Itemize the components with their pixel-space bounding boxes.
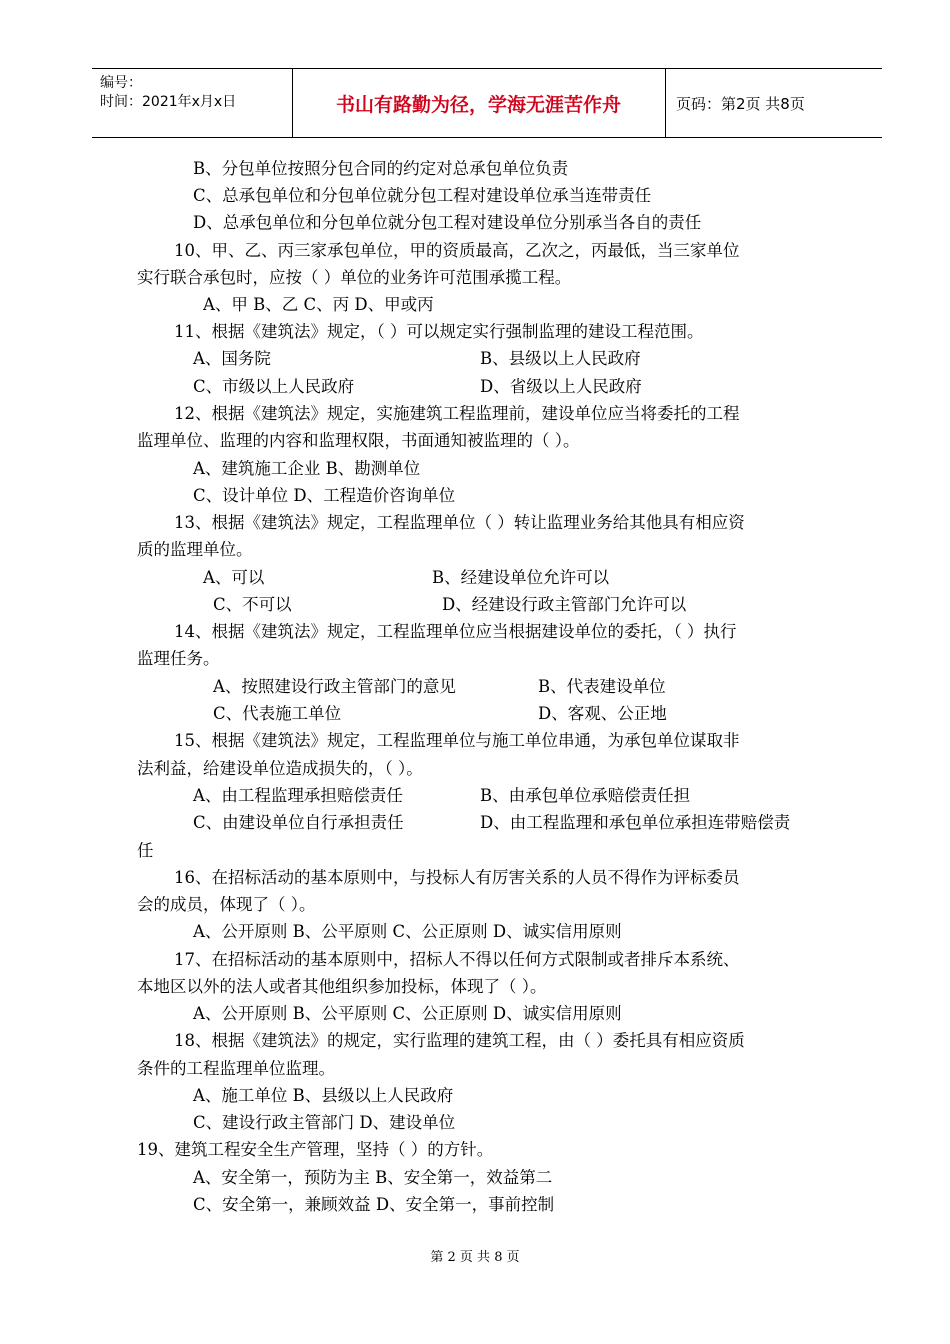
text-line: 12、根据《建筑法》规定，实施建筑工程监理前，建设单位应当将委托的工程 xyxy=(174,404,740,423)
text-line: 18、根据《建筑法》的规定，实行监理的建筑工程，由（ ）委托具有相应资质 xyxy=(174,1031,745,1050)
text-line: C、建设行政主管部门 D、建设单位 xyxy=(193,1113,456,1132)
text-line: D、总承包单位和分包单位就分包工程对建设单位分别承当各自的责任 xyxy=(193,213,702,232)
text-line: C、不可以 xyxy=(213,595,292,614)
text-line: B、由承包单位承赔偿责任担 xyxy=(480,786,691,805)
text-line: A、按照建设行政主管部门的意见 xyxy=(213,677,456,696)
text-line: 19、建筑工程安全生产管理，坚持（ ）的方针。 xyxy=(137,1140,494,1159)
text-line: 监理单位、监理的内容和监理权限，书面通知被监理的（ ）。 xyxy=(137,431,580,450)
text-line: 16、在招标活动的基本原则中，与投标人有厉害关系的人员不得作为评标委员 xyxy=(174,868,740,887)
text-line: A、公开原则 B、公平原则 C、公正原则 D、诚实信用原则 xyxy=(193,1004,622,1023)
text-line: A、国务院 xyxy=(193,349,271,368)
text-line: C、设计单位 D、工程造价咨询单位 xyxy=(193,486,456,505)
text-line: C、由建设单位自行承担责任 xyxy=(193,813,404,832)
header-motto: 书山有路勤为径，学海无涯苦作舟 xyxy=(292,69,666,137)
text-line: 10、甲、乙、丙三家承包单位，甲的资质最高，乙次之，丙最低，当三家单位 xyxy=(174,241,740,260)
header-info-cell xyxy=(92,69,293,137)
text-line: 监理任务。 xyxy=(137,649,220,668)
text-line: C、总承包单位和分包单位就分包工程对建设单位承当连带责任 xyxy=(193,186,652,205)
text-line: 法利益，给建设单位造成损失的，（ ）。 xyxy=(137,759,423,778)
text-line: D、由工程监理和承包单位承担连带赔偿责 xyxy=(480,813,791,832)
text-line: 13、根据《建筑法》规定，工程监理单位（ ）转让监理业务给其他具有相应资 xyxy=(174,513,745,532)
text-line: 质的监理单位。 xyxy=(137,540,253,559)
text-line: B、县级以上人民政府 xyxy=(480,349,641,368)
page-header xyxy=(92,68,882,138)
text-line: C、市级以上人民政府 xyxy=(193,377,355,396)
text-line: D、省级以上人民政府 xyxy=(480,377,642,396)
text-line: 任 xyxy=(137,841,154,860)
text-line: C、安全第一，兼顾效益 D、安全第一，事前控制 xyxy=(193,1195,555,1214)
text-line: B、代表建设单位 xyxy=(538,677,666,696)
text-line: A、由工程监理承担赔偿责任 xyxy=(193,786,403,805)
text-line: A、可以 xyxy=(203,568,265,587)
text-line: A、建筑施工企业 B、勘测单位 xyxy=(193,459,421,478)
text-line: 实行联合承包时，应按（ ）单位的业务许可范围承揽工程。 xyxy=(137,268,572,287)
text-line: 会的成员，体现了（ ）。 xyxy=(137,895,316,914)
text-line: B、分包单位按照分包合同的约定对总承包单位负责 xyxy=(193,159,569,178)
text-line: B、经建设单位允许可以 xyxy=(432,568,610,587)
text-line: 11、根据《建筑法》规定，（ ）可以规定实行强制监理的建设工程范围。 xyxy=(174,322,704,341)
text-line: A、甲 B、乙 C、丙 D、甲或丙 xyxy=(203,295,434,314)
time-label: 时间：2021年x月x日 xyxy=(100,94,237,110)
text-line: A、安全第一，预防为主 B、安全第一，效益第二 xyxy=(193,1168,553,1187)
header-page-info: 页码：第2页 共8页 xyxy=(676,94,805,113)
text-line: 14、根据《建筑法》规定，工程监理单位应当根据建设单位的委托，（ ）执行 xyxy=(174,622,737,641)
serial-label: 编号： xyxy=(100,75,142,91)
text-line: C、代表施工单位 xyxy=(213,704,342,723)
text-line: 17、在招标活动的基本原则中，招标人不得以任何方式限制或者排斥本系统、 xyxy=(174,950,740,969)
text-line: 条件的工程监理单位监理。 xyxy=(137,1059,335,1078)
text-line: A、施工单位 B、县级以上人民政府 xyxy=(193,1086,454,1105)
text-line: D、客观、公正地 xyxy=(538,704,667,723)
text-line: D、经建设行政主管部门允许可以 xyxy=(442,595,687,614)
text-line: 15、根据《建筑法》规定，工程监理单位与施工单位串通，为承包单位谋取非 xyxy=(174,731,740,750)
text-line: 本地区以外的法人或者其他组织参加投标，体现了（ ）。 xyxy=(137,977,547,996)
text-line: A、公开原则 B、公平原则 C、公正原则 D、诚实信用原则 xyxy=(193,922,622,941)
page-footer: 第 2 页 共 8 页 xyxy=(430,1250,520,1265)
